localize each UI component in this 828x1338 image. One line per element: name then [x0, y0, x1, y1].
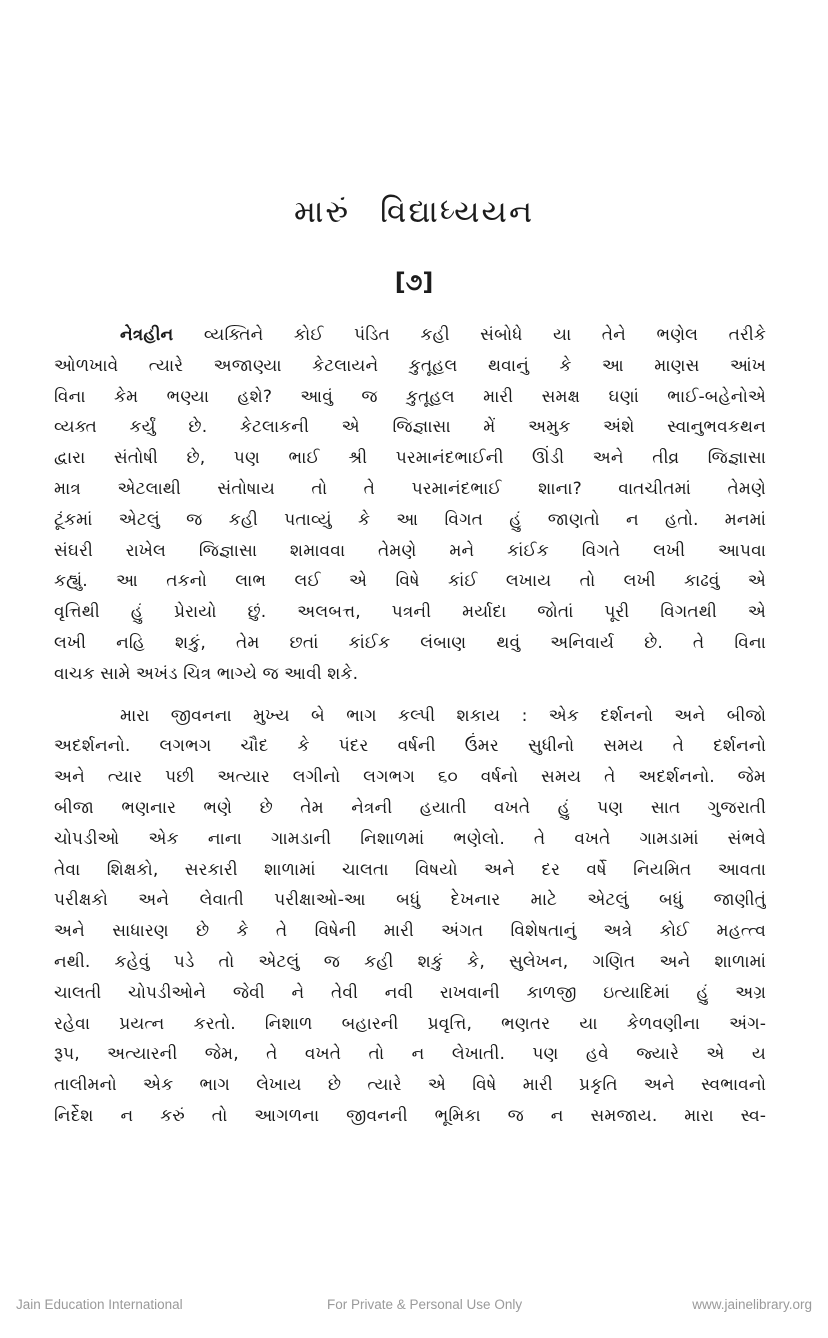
lead-word: નેત્રહીન [120, 325, 174, 345]
text-line: ટૂંકમાં એટલું જ કહી પતાવ્યું કે આ વિગત હું જાણતો ન હતો. મનમાં [54, 509, 766, 530]
text-line: તાલીમનો એક ભાગ લેખાય છે ત્યારે એ વિષે મારી પ્રકૃતિ અને સ્વભાવનો [54, 1075, 766, 1096]
footer-website-link[interactable]: www.jainelibrary.org [692, 1297, 812, 1312]
text-line: વૃત્તિથી હું પ્રેરાયો છું. અલબત્ત, પત્રની મર્યાદા જોતાં પૂરી વિગતથી એ [54, 602, 766, 623]
paragraph-2 [54, 701, 766, 1132]
text-line: માત્ર એટલાથી સંતોષાય તો તે પરમાનંદભાઈ શાના? વાતચીતમાં તેમણે [54, 478, 766, 499]
chapter-number: [૭] [394, 268, 434, 296]
text-line: બીજા ભણનાર ભણે છે તેમ નેત્રની હયાતી વખતે હું પણ સાત ગુજરાતી [54, 797, 766, 818]
text-line: વ્યક્ત કર્યું છે. કેટલાકની એ જિજ્ઞાસા મેં અમુક અંશે સ્વાનુભવકથન [54, 417, 766, 438]
text-line: નિર્દેશ ન કરું તો આગળના જીવનની ભૂમિકા જ ન સમજાય. મારા સ્વ- [54, 1105, 766, 1126]
text-line: અદર્શનનો. લગભગ ચૌદ કે પંદર વર્ષની ઉંમર સુધીનો સમય તે દર્શનનો [54, 736, 766, 757]
line-text: વ્યક્તિને કોઈ પંડિત કહી સંબોધે યા તેને ભણેલ તરીકે [203, 325, 766, 345]
text-line: ચોપડીઓ એક નાના ગામડાની નિશાળમાં ભણેલો. તે વખતે ગામડામાં સંભવે [54, 828, 766, 849]
text-line: રૂપ, અત્યારની જેમ, તે વખતે તો ન લેખાતી. પણ હવે જ્યારે એ ય [54, 1044, 766, 1065]
text-line: લખી નહિ શકું, તેમ છતાં કાંઈક લંબાણ થવું અનિવાર્ય છે. તે વિના [54, 632, 766, 653]
footer-publisher: Jain Education International [16, 1297, 183, 1312]
text-line [54, 320, 766, 351]
footer-usage-notice: For Private & Personal Use Only [327, 1297, 523, 1312]
page-title: મારું વિદ્યાધ્યયન [293, 194, 535, 230]
text-line: ચાલતી ચોપડીઓને જેવી ને તેવી નવી રાખવાની કાળજી ઇત્યાદિમાં હું અગ્ર [54, 982, 766, 1003]
text-line: નથી. કહેવું પડે તો એટલું જ કહી શકું કે, સુલેખન, ગણિત અને શાળામાં [54, 951, 766, 972]
page-footer [0, 1297, 828, 1317]
text-line: સંઘરી રાખેલ જિજ્ઞાસા શમાવવા તેમણે મને કાંઈક વિગતે લખી આપવા [54, 540, 766, 561]
paragraph-1 [54, 320, 766, 690]
text-line: મારા જીવનના મુખ્ય બે ભાગ કલ્પી શકાય : એક દર્શનનો અને બીજો [120, 705, 766, 726]
text-line: ઓળખાવે ત્યારે અજાણ્યા કેટલાયને કુતૂહલ થવાનું કે આ માણસ આંખ [54, 355, 766, 376]
text-line: અને ત્યાર પછી અત્યાર લગીનો લગભગ ૬૦ વર્ષનો સમય તે અદર્શનનો. જેમ [54, 767, 766, 788]
text-line: અને સાધારણ છે કે તે વિષેની મારી અંગત વિશેષતાનું અત્રે કોઈ મહત્ત્વ [54, 921, 766, 942]
text-line: વાચક સામે અખંડ ચિત્ર ભાગ્યે જ આવી શકે. [54, 663, 359, 684]
text-line: કહ્યું. આ તકનો લાભ લઈ એ વિષે કાંઈ લખાય તો લખી કાઢવું એ [54, 571, 766, 592]
text-line: તેવા શિક્ષકો, સરકારી શાળામાં ચાલતા વિષયો અને દર વર્ષે નિયમિત આવતા [54, 859, 766, 880]
body-text [54, 320, 766, 1132]
text-line: વિના કેમ ભણ્યા હશે? આવું જ કુતૂહલ મારી સમક્ષ ઘણાં ભાઈ-બહેનોએ [54, 386, 766, 407]
text-line: પરીક્ષકો અને લેવાતી પરીક્ષાઓ-આ બધું દેખનાર માટે એટલું બધું જાણીતું [54, 890, 766, 911]
text-line: રહેવા પ્રયત્ન કરતો. નિશાળ બહારની પ્રવૃત્તિ, ભણતર યા કેળવણીના અંગ- [54, 1013, 766, 1034]
text-line: દ્વારા સંતોષી છે, પણ ભાઈ શ્રી પરમાનંદભાઈની ઊંડી અને તીવ્ર જિજ્ઞાસા [54, 448, 766, 469]
